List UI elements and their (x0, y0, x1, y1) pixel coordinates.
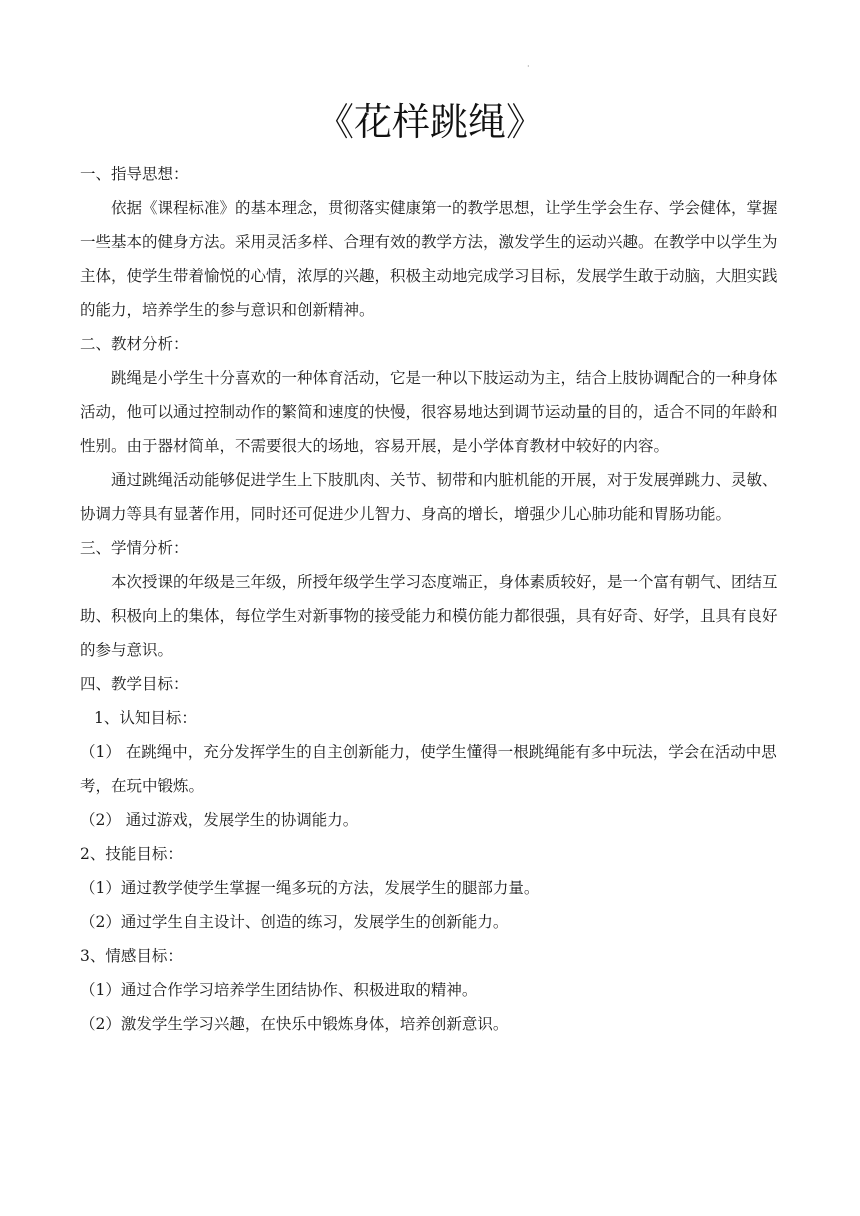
goal-item-emotional-1: （1）通过合作学习培养学生团结协作、积极进取的精神。 (80, 981, 478, 999)
section-heading-material-analysis: 二、教材分析： (80, 335, 189, 353)
section-heading-teaching-goals: 四、教学目标： (80, 675, 189, 693)
goal-item-emotional-2: （2）激发学生学习兴趣，在快乐中锻炼身体，培养创新意识。 (80, 1015, 509, 1033)
section-heading-guiding-thought: 一、指导思想： (80, 165, 189, 183)
paragraph-material-analysis-1: 跳绳是小学生十分喜欢的一种体育活动，它是一种以下肢运动为主，结合上肢协调配合的一种身体活动，他可以通过控制动作的繁简和速度的快慢，很容易地达到调节运动量的目的，适合不同的年龄和性别。由于器材简单，不需要很大的场地，容易开展，是小学体育教材中较好的内容。 (80, 369, 778, 455)
goal-item-skill-1: （1）通过教学使学生掌握一绳多玩的方法，发展学生的腿部力量。 (80, 879, 540, 897)
section-heading-student-analysis: 三、学情分析： (80, 539, 189, 557)
goal-heading-cognitive: 1、认知目标： (94, 709, 197, 727)
document-body (80, 157, 792, 1041)
header-dot: · (527, 62, 530, 71)
goal-item-cognitive-1: （1） 在跳绳中，充分发挥学生的自主创新能力，使学生懂得一根跳绳能有多中玩法，学会在活动中思考，在玩中锻炼。 (80, 743, 777, 795)
paragraph-guiding-thought: 依据《课程标准》的基本理念，贯彻落实健康第一的教学思想，让学生学会生存、学会健体，掌握一些基本的健身方法。采用灵活多样、合理有效的教学方法，激发学生的运动兴趣。在教学中以学生为主体，使学生带着愉悦的心情，浓厚的兴趣，积极主动地完成学习目标，发展学生敢于动脑，大胆实践的能力，培养学生的参与意识和创新精神。 (80, 199, 778, 319)
goal-heading-skill: 2、技能目标： (80, 845, 183, 863)
paragraph-material-analysis-2: 通过跳绳活动能够促进学生上下肢肌肉、关节、韧带和内脏机能的开展，对于发展弹跳力、灵敏、协调力等具有显著作用，同时还可促进少儿智力、身高的增长，增强少儿心肺功能和胃肠功能。 (80, 471, 778, 523)
goal-item-skill-2: （2）通过学生自主设计、创造的练习，发展学生的创新能力。 (80, 913, 509, 931)
paragraph-student-analysis: 本次授课的年级是三年级，所授年级学生学习态度端正，身体素质较好，是一个富有朝气、团结互助、积极向上的集体，每位学生对新事物的接受能力和模仿能力都很强，具有好奇、好学，且具有良好的参与意识。 (80, 573, 778, 659)
goal-item-cognitive-2: （2） 通过游戏，发展学生的协调能力。 (80, 811, 359, 829)
document-title: 《花样跳绳》 (315, 100, 544, 144)
goal-heading-emotional: 3、情感目标： (80, 947, 183, 965)
